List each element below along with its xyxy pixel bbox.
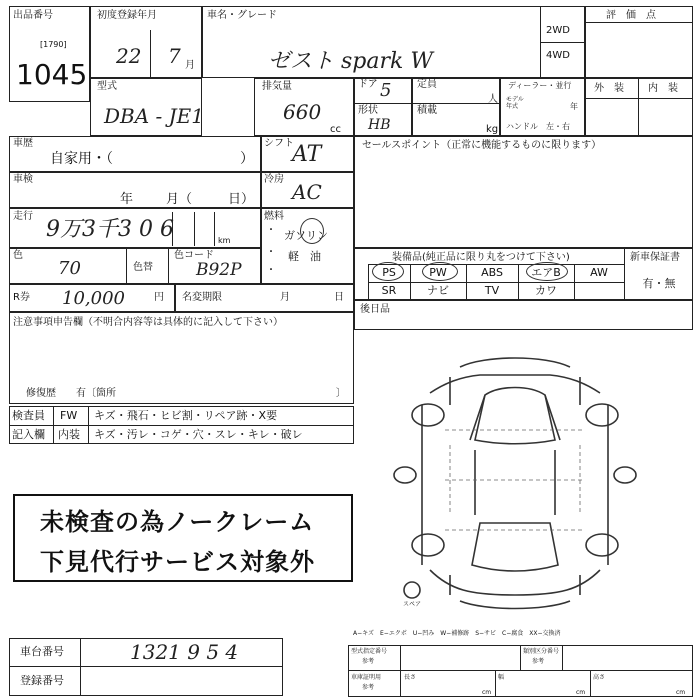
shift-label: シフト — [264, 138, 294, 149]
first-registration-month: 7 — [168, 44, 181, 68]
car-history-label: 車歴 — [13, 138, 33, 149]
lot-number-label: 出品番号 — [13, 10, 53, 21]
mileage-label: 走行 — [13, 211, 33, 222]
equip-ps: PS — [382, 266, 396, 279]
car-damage-diagram — [390, 345, 640, 620]
entry-label: 記入欄 — [12, 428, 45, 441]
car-history-value: 自家用・（ — [50, 151, 113, 167]
exterior-label: 外 装 — [594, 83, 624, 94]
fw-items: キズ・飛石・ヒビ割・リペア跡・X要 — [94, 409, 278, 422]
displacement-value: 660 — [283, 100, 322, 124]
first-registration-label: 初度登録年月 — [97, 10, 157, 21]
stamp-line-1: 未検査の為ノークレーム — [40, 508, 315, 536]
equip-pw: PW — [429, 266, 447, 279]
vehicle-cert-label: 車庫証明用 — [351, 674, 382, 681]
inspector-label: 検査員 — [12, 409, 45, 422]
shape-label: 形状 — [358, 105, 378, 116]
fw-label: FW — [60, 409, 78, 422]
model-year-unit: 年 — [570, 102, 578, 111]
inspection-year: 年 — [120, 192, 134, 207]
color-code-label: 色コード — [174, 250, 214, 261]
interior-label: 内 装 — [648, 83, 678, 94]
door-value: 5 — [380, 80, 392, 101]
fuel-gasoline: ガソリン — [284, 229, 328, 242]
equip-aw: AW — [590, 266, 608, 279]
capacity-unit: 人 — [488, 94, 498, 105]
handle-label: ハンドル 左・右 — [506, 122, 570, 131]
type-designation-ref: 参考 — [362, 658, 375, 665]
damage-legend: A−キズ E−エクボ U−凹み W−補修跡 S−サビ C−腐食 XX−交換済 — [353, 630, 561, 637]
spare-label: スペア — [403, 601, 422, 608]
car-history-close: ） — [240, 151, 254, 167]
model-value: DBA - JE1 — [104, 104, 204, 128]
category-number-label: 類別区分番号 — [523, 648, 560, 655]
repair-history-close: 〕 — [336, 388, 346, 399]
displacement-label: 排気量 — [262, 81, 292, 92]
category-number-ref: 参考 — [532, 658, 545, 665]
lot-number: 1045 — [16, 58, 88, 91]
recycle-unit: 円 — [154, 292, 164, 303]
name-change-month: 月 — [280, 292, 290, 303]
fuel-label: 燃料 — [264, 211, 284, 222]
equipment-title: 装備品(純正品に限り丸をつけて下さい) — [392, 252, 570, 263]
notes-title: 注意事項申告欄（不明合内容等は具体的に記入して下さい） — [13, 317, 283, 328]
mileage-unit: km — [218, 236, 231, 245]
first-registration-year: 22 — [116, 44, 142, 68]
model-year-label: モデル 年式 — [506, 96, 524, 110]
repaint-label: 色替 — [133, 262, 153, 273]
inspection-day: 日） — [228, 192, 255, 207]
vehicle-cert-ref: 参考 — [362, 684, 375, 691]
vehicle-length-label: 長さ — [404, 674, 417, 681]
drive-2wd: 2WD — [546, 25, 570, 36]
repair-history: 修復歴 有〔箇所 — [26, 388, 116, 399]
vehicle-width-unit: cm — [576, 689, 586, 696]
vehicle-width-label: 幅 — [498, 674, 505, 681]
ac-label: 冷房 — [264, 174, 284, 185]
recycle-value: 10,000 — [62, 288, 125, 309]
load-label: 積載 — [417, 105, 437, 116]
color-value: 70 — [58, 258, 81, 279]
fuel-light-oil: 軽 油 — [288, 250, 321, 263]
load-unit: kg — [486, 124, 499, 135]
drive-4wd: 4WD — [546, 50, 570, 61]
equip-abs: ABS — [481, 266, 503, 279]
door-label: ドア — [358, 79, 378, 90]
inspection-label: 車検 — [13, 174, 33, 185]
chassis-label: 車台番号 — [20, 645, 64, 658]
inspection-month: 月（ — [166, 192, 193, 207]
new-warranty-label: 新車保証書 — [630, 252, 680, 263]
equip-tv: TV — [484, 284, 500, 297]
warranty-options: 有・無 — [642, 277, 676, 290]
interior-items: キズ・汚レ・コゲ・穴・スレ・キレ・破レ — [94, 428, 303, 441]
name-change-label: 名変期限 — [182, 292, 222, 303]
color-code-value: B92P — [196, 260, 242, 280]
registration-label: 登録番号 — [20, 674, 64, 687]
equip-airbag: エアB — [531, 266, 561, 279]
chassis-value: 1321 9 5 4 — [130, 640, 239, 664]
first-registration-month-unit: 月 — [185, 60, 195, 71]
equip-pw-circle — [422, 262, 458, 281]
car-name-value: ゼスト spark W — [268, 49, 433, 74]
name-change-day: 日 — [334, 292, 344, 303]
equip-leather: カワ — [535, 284, 557, 297]
capacity-label: 定員 — [417, 79, 437, 90]
vehicle-height-label: 高さ — [593, 674, 606, 681]
stamp-line-2: 下見代行サービス対象外 — [40, 548, 315, 576]
type-designation-label: 型式指定番号 — [351, 648, 388, 655]
shift-value: AT — [292, 142, 322, 167]
sales-point-label: セールスポイント（正常に機能するものに限ります） — [362, 140, 602, 151]
ac-value: AC — [292, 180, 322, 204]
car-history-box — [9, 136, 261, 172]
rear-seat-box — [354, 300, 693, 330]
rating-label: 評 価 点 — [606, 10, 656, 21]
dealer-parallel: ディーラー・並行 — [508, 81, 572, 90]
shape-value: HB — [368, 117, 391, 133]
recycle-label: R券 — [13, 292, 30, 303]
vehicle-height-unit: cm — [676, 689, 686, 696]
fuel-gasoline-circle — [300, 218, 324, 244]
equip-airbag-circle — [526, 262, 568, 281]
vehicle-length-unit: cm — [482, 689, 492, 696]
rear-seat-label: 後日品 — [360, 304, 390, 315]
equip-ps-circle — [372, 262, 404, 281]
interior-row-label: 内装 — [58, 428, 80, 441]
displacement-unit: cc — [330, 124, 341, 135]
sales-point-box — [354, 136, 693, 248]
equip-sr: SR — [381, 284, 397, 297]
mileage-value: 9万3千3 0 6 — [46, 217, 174, 242]
model-label: 型式 — [97, 81, 117, 92]
color-label: 色 — [13, 250, 23, 261]
equip-navi: ナビ — [427, 284, 449, 297]
inspection-box — [9, 172, 261, 208]
lot-code: [1790] — [40, 40, 67, 49]
car-name-label: 車名・グレード — [207, 10, 277, 21]
